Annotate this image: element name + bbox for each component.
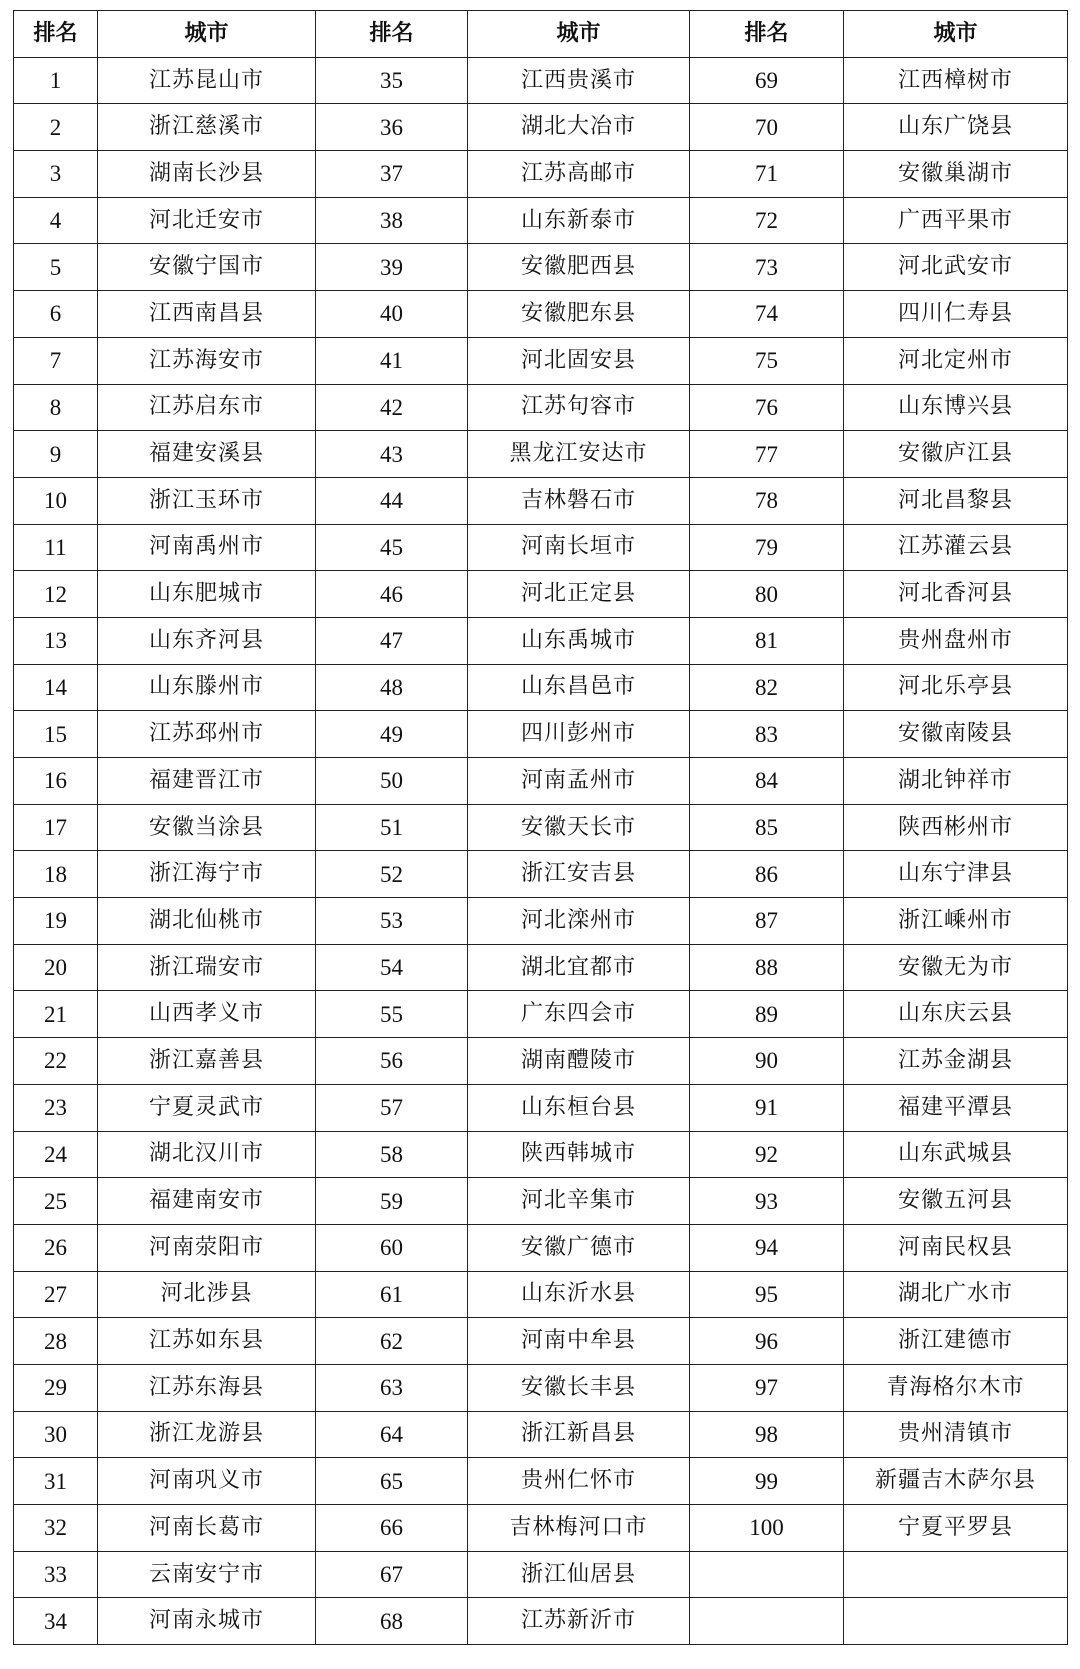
rank-cell: 11: [14, 524, 98, 571]
rank-cell: 1: [14, 57, 98, 104]
city-cell: 河北辛集市: [468, 1178, 690, 1225]
city-cell: 河北滦州市: [468, 898, 690, 945]
rank-cell: 48: [316, 664, 468, 711]
table-row: [14, 337, 1068, 384]
city-cell: 黑龙江安达市: [468, 431, 690, 478]
rank-cell: 15: [14, 711, 98, 758]
city-cell: 山西孝义市: [98, 991, 316, 1038]
rank-cell: 80: [690, 571, 844, 618]
rank-cell: 67: [316, 1551, 468, 1598]
table-row: [14, 1318, 1068, 1365]
table-row: [14, 477, 1068, 524]
table-row: [14, 524, 1068, 571]
city-cell: 山东宁津县: [844, 851, 1068, 898]
city-cell: 山东禹城市: [468, 617, 690, 664]
rank-cell: 9: [14, 431, 98, 478]
table-row: [14, 1458, 1068, 1505]
table-row: [14, 151, 1068, 198]
city-cell: 贵州盘州市: [844, 617, 1068, 664]
city-cell: 河南孟州市: [468, 758, 690, 805]
table-row: [14, 1411, 1068, 1458]
city-cell: 四川仁寿县: [844, 291, 1068, 338]
city-cell: [844, 1598, 1068, 1645]
city-cell: 山东博兴县: [844, 384, 1068, 431]
city-cell: 安徽肥西县: [468, 244, 690, 291]
table-row: [14, 384, 1068, 431]
rank-cell: 43: [316, 431, 468, 478]
rank-cell: 27: [14, 1271, 98, 1318]
rank-cell: 33: [14, 1551, 98, 1598]
rank-cell: 74: [690, 291, 844, 338]
table-row: [14, 617, 1068, 664]
rank-cell: [690, 1598, 844, 1645]
rank-cell: 82: [690, 664, 844, 711]
city-cell: 安徽宁国市: [98, 244, 316, 291]
rank-cell: 16: [14, 758, 98, 805]
city-cell: 山东沂水县: [468, 1271, 690, 1318]
rank-cell: 62: [316, 1318, 468, 1365]
rank-cell: 64: [316, 1411, 468, 1458]
table-row: [14, 1505, 1068, 1552]
rank-cell: 99: [690, 1458, 844, 1505]
rank-cell: 77: [690, 431, 844, 478]
table-row: [14, 1551, 1068, 1598]
city-cell: 广西平果市: [844, 197, 1068, 244]
city-cell: 河北香河县: [844, 571, 1068, 618]
city-cell: 河北昌黎县: [844, 477, 1068, 524]
city-cell: 河南荥阳市: [98, 1224, 316, 1271]
rank-cell: 55: [316, 991, 468, 1038]
city-cell: 河南长垣市: [468, 524, 690, 571]
rank-cell: 63: [316, 1364, 468, 1411]
rank-cell: 13: [14, 617, 98, 664]
rank-cell: 70: [690, 104, 844, 151]
city-cell: 河北武安市: [844, 244, 1068, 291]
city-cell: 河南民权县: [844, 1224, 1068, 1271]
city-cell: 四川彭州市: [468, 711, 690, 758]
city-cell: 山东庆云县: [844, 991, 1068, 1038]
rank-cell: 59: [316, 1178, 468, 1225]
city-cell: 河北正定县: [468, 571, 690, 618]
city-cell: 浙江仙居县: [468, 1551, 690, 1598]
city-cell: 江苏新沂市: [468, 1598, 690, 1645]
table-row: [14, 851, 1068, 898]
rank-cell: 23: [14, 1084, 98, 1131]
city-cell: 江西樟树市: [844, 57, 1068, 104]
rank-cell: 72: [690, 197, 844, 244]
rank-cell: 12: [14, 571, 98, 618]
city-cell: 山东桓台县: [468, 1084, 690, 1131]
rank-cell: 87: [690, 898, 844, 945]
rank-cell: 38: [316, 197, 468, 244]
rank-cell: 98: [690, 1411, 844, 1458]
city-cell: 安徽天长市: [468, 804, 690, 851]
city-cell: 青海格尔木市: [844, 1364, 1068, 1411]
rank-cell: 3: [14, 151, 98, 198]
rank-cell: 49: [316, 711, 468, 758]
rank-cell: 32: [14, 1505, 98, 1552]
city-cell: 湖南醴陵市: [468, 1038, 690, 1085]
rank-cell: 75: [690, 337, 844, 384]
table-row: [14, 804, 1068, 851]
city-cell: 河南永城市: [98, 1598, 316, 1645]
rank-cell: 30: [14, 1411, 98, 1458]
rank-cell: 86: [690, 851, 844, 898]
city-cell: 湖北广水市: [844, 1271, 1068, 1318]
table-row: [14, 1178, 1068, 1225]
city-cell: 浙江龙游县: [98, 1411, 316, 1458]
city-cell: 山东肥城市: [98, 571, 316, 618]
city-cell: 安徽庐江县: [844, 431, 1068, 478]
header-rank-3: 排名: [690, 11, 844, 58]
rank-cell: 84: [690, 758, 844, 805]
rank-cell: 90: [690, 1038, 844, 1085]
city-cell: 河北迁安市: [98, 197, 316, 244]
city-cell: 安徽当涂县: [98, 804, 316, 851]
rank-cell: 66: [316, 1505, 468, 1552]
rank-cell: 2: [14, 104, 98, 151]
rank-cell: 81: [690, 617, 844, 664]
rank-cell: 93: [690, 1178, 844, 1225]
table-row: [14, 1271, 1068, 1318]
city-cell: 江苏如东县: [98, 1318, 316, 1365]
rank-cell: 22: [14, 1038, 98, 1085]
city-cell: 福建南安市: [98, 1178, 316, 1225]
rank-cell: 73: [690, 244, 844, 291]
table-body: [14, 57, 1068, 1644]
table-row: [14, 944, 1068, 991]
city-cell: 江苏启东市: [98, 384, 316, 431]
rank-cell: 53: [316, 898, 468, 945]
city-cell: 湖北宜都市: [468, 944, 690, 991]
city-cell: [844, 1551, 1068, 1598]
table-row: [14, 431, 1068, 478]
city-cell: 江苏灌云县: [844, 524, 1068, 571]
city-cell: 山东昌邑市: [468, 664, 690, 711]
city-cell: 浙江玉环市: [98, 477, 316, 524]
rank-cell: 76: [690, 384, 844, 431]
rank-cell: 21: [14, 991, 98, 1038]
rank-cell: 69: [690, 57, 844, 104]
city-cell: 浙江建德市: [844, 1318, 1068, 1365]
rank-cell: 61: [316, 1271, 468, 1318]
city-cell: 安徽长丰县: [468, 1364, 690, 1411]
header-row: [14, 11, 1068, 58]
city-cell: 河北固安县: [468, 337, 690, 384]
city-cell: 浙江慈溪市: [98, 104, 316, 151]
table-row: [14, 1038, 1068, 1085]
city-cell: 湖北大冶市: [468, 104, 690, 151]
city-cell: 福建平潭县: [844, 1084, 1068, 1131]
rank-cell: 50: [316, 758, 468, 805]
rank-cell: 14: [14, 664, 98, 711]
city-cell: 山东齐河县: [98, 617, 316, 664]
city-cell: 福建安溪县: [98, 431, 316, 478]
rank-cell: 100: [690, 1505, 844, 1552]
city-cell: 河南中牟县: [468, 1318, 690, 1365]
rank-cell: 52: [316, 851, 468, 898]
rank-cell: 51: [316, 804, 468, 851]
city-cell: 河南长葛市: [98, 1505, 316, 1552]
city-cell: 山东广饶县: [844, 104, 1068, 151]
table-row: [14, 711, 1068, 758]
ranking-table-container: [13, 10, 1067, 1645]
rank-cell: 7: [14, 337, 98, 384]
city-cell: 河北涉县: [98, 1271, 316, 1318]
city-cell: 安徽南陵县: [844, 711, 1068, 758]
rank-cell: 95: [690, 1271, 844, 1318]
city-cell: 新疆吉木萨尔县: [844, 1458, 1068, 1505]
rank-cell: 60: [316, 1224, 468, 1271]
table-row: [14, 1364, 1068, 1411]
rank-cell: 36: [316, 104, 468, 151]
county-ranking-table: [13, 10, 1068, 1645]
rank-cell: [690, 1551, 844, 1598]
rank-cell: 5: [14, 244, 98, 291]
rank-cell: 94: [690, 1224, 844, 1271]
city-cell: 江苏金湖县: [844, 1038, 1068, 1085]
city-cell: 浙江安吉县: [468, 851, 690, 898]
city-cell: 安徽广德市: [468, 1224, 690, 1271]
table-row: [14, 197, 1068, 244]
rank-cell: 31: [14, 1458, 98, 1505]
table-row: [14, 758, 1068, 805]
city-cell: 山东武城县: [844, 1131, 1068, 1178]
city-cell: 江苏邳州市: [98, 711, 316, 758]
rank-cell: 58: [316, 1131, 468, 1178]
city-cell: 浙江瑞安市: [98, 944, 316, 991]
table-row: [14, 898, 1068, 945]
rank-cell: 41: [316, 337, 468, 384]
rank-cell: 44: [316, 477, 468, 524]
city-cell: 湖南长沙县: [98, 151, 316, 198]
rank-cell: 46: [316, 571, 468, 618]
rank-cell: 97: [690, 1364, 844, 1411]
city-cell: 吉林磐石市: [468, 477, 690, 524]
table-row: [14, 1084, 1068, 1131]
rank-cell: 89: [690, 991, 844, 1038]
city-cell: 浙江新昌县: [468, 1411, 690, 1458]
rank-cell: 54: [316, 944, 468, 991]
table-row: [14, 1224, 1068, 1271]
city-cell: 福建晋江市: [98, 758, 316, 805]
rank-cell: 28: [14, 1318, 98, 1365]
city-cell: 安徽肥东县: [468, 291, 690, 338]
city-cell: 安徽无为市: [844, 944, 1068, 991]
rank-cell: 20: [14, 944, 98, 991]
rank-cell: 6: [14, 291, 98, 338]
city-cell: 山东滕州市: [98, 664, 316, 711]
city-cell: 云南安宁市: [98, 1551, 316, 1598]
rank-cell: 24: [14, 1131, 98, 1178]
header-rank-2: 排名: [316, 11, 468, 58]
city-cell: 江苏昆山市: [98, 57, 316, 104]
city-cell: 河北定州市: [844, 337, 1068, 384]
city-cell: 江苏海安市: [98, 337, 316, 384]
rank-cell: 91: [690, 1084, 844, 1131]
table-row: [14, 104, 1068, 151]
rank-cell: 88: [690, 944, 844, 991]
city-cell: 山东新泰市: [468, 197, 690, 244]
header-rank-1: 排名: [14, 11, 98, 58]
rank-cell: 25: [14, 1178, 98, 1225]
header-city-2: 城市: [468, 11, 690, 58]
table-row: [14, 991, 1068, 1038]
rank-cell: 68: [316, 1598, 468, 1645]
rank-cell: 42: [316, 384, 468, 431]
rank-cell: 57: [316, 1084, 468, 1131]
rank-cell: 10: [14, 477, 98, 524]
header-city-1: 城市: [98, 11, 316, 58]
city-cell: 河南禹州市: [98, 524, 316, 571]
city-cell: 安徽五河县: [844, 1178, 1068, 1225]
rank-cell: 92: [690, 1131, 844, 1178]
rank-cell: 17: [14, 804, 98, 851]
city-cell: 贵州清镇市: [844, 1411, 1068, 1458]
city-cell: 湖北钟祥市: [844, 758, 1068, 805]
rank-cell: 37: [316, 151, 468, 198]
city-cell: 浙江嵊州市: [844, 898, 1068, 945]
rank-cell: 40: [316, 291, 468, 338]
city-cell: 吉林梅河口市: [468, 1505, 690, 1552]
city-cell: 江苏句容市: [468, 384, 690, 431]
city-cell: 浙江嘉善县: [98, 1038, 316, 1085]
city-cell: 陕西彬州市: [844, 804, 1068, 851]
city-cell: 河北乐亭县: [844, 664, 1068, 711]
city-cell: 贵州仁怀市: [468, 1458, 690, 1505]
rank-cell: 78: [690, 477, 844, 524]
rank-cell: 18: [14, 851, 98, 898]
table-row: [14, 571, 1068, 618]
city-cell: 陕西韩城市: [468, 1131, 690, 1178]
rank-cell: 96: [690, 1318, 844, 1365]
table-row: [14, 244, 1068, 291]
city-cell: 安徽巢湖市: [844, 151, 1068, 198]
city-cell: 江苏东海县: [98, 1364, 316, 1411]
city-cell: 江西南昌县: [98, 291, 316, 338]
rank-cell: 83: [690, 711, 844, 758]
header-city-3: 城市: [844, 11, 1068, 58]
city-cell: 浙江海宁市: [98, 851, 316, 898]
rank-cell: 19: [14, 898, 98, 945]
table-row: [14, 57, 1068, 104]
city-cell: 宁夏平罗县: [844, 1505, 1068, 1552]
rank-cell: 65: [316, 1458, 468, 1505]
city-cell: 湖北汉川市: [98, 1131, 316, 1178]
table-row: [14, 1131, 1068, 1178]
rank-cell: 8: [14, 384, 98, 431]
table-row: [14, 291, 1068, 338]
city-cell: 江西贵溪市: [468, 57, 690, 104]
rank-cell: 47: [316, 617, 468, 664]
table-row: [14, 664, 1068, 711]
rank-cell: 34: [14, 1598, 98, 1645]
rank-cell: 45: [316, 524, 468, 571]
rank-cell: 71: [690, 151, 844, 198]
rank-cell: 56: [316, 1038, 468, 1085]
rank-cell: 4: [14, 197, 98, 244]
city-cell: 宁夏灵武市: [98, 1084, 316, 1131]
city-cell: 江苏高邮市: [468, 151, 690, 198]
city-cell: 河南巩义市: [98, 1458, 316, 1505]
rank-cell: 39: [316, 244, 468, 291]
rank-cell: 35: [316, 57, 468, 104]
table-row: [14, 1598, 1068, 1645]
rank-cell: 29: [14, 1364, 98, 1411]
city-cell: 广东四会市: [468, 991, 690, 1038]
rank-cell: 79: [690, 524, 844, 571]
rank-cell: 26: [14, 1224, 98, 1271]
city-cell: 湖北仙桃市: [98, 898, 316, 945]
rank-cell: 85: [690, 804, 844, 851]
